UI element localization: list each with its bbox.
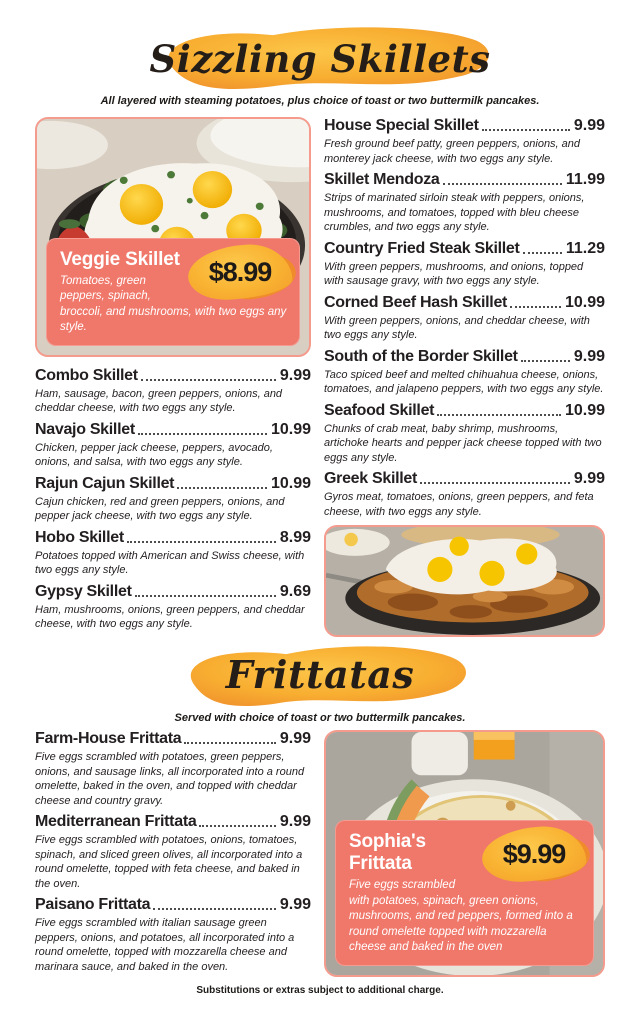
menu-item-mediterranean-frittata xyxy=(35,813,311,891)
item-price: 9.99 xyxy=(279,896,311,914)
veggie-skillet-price-blob xyxy=(188,245,292,299)
item-description: Gyros meat, tomatoes, onions, green peppers, and feta cheese, with two eggs any style. xyxy=(324,491,594,518)
item-price: 10.99 xyxy=(564,401,605,419)
veggie-skillet-description: Tomatoes, green peppers, spinach, broccoli, and mushrooms, with two eggs any style. xyxy=(60,274,287,334)
veggie-skillet-banner xyxy=(46,238,300,346)
dot-leader xyxy=(482,129,570,131)
item-price: 9.99 xyxy=(279,813,311,831)
frittatas-section-subtitle: Served with choice of toast or two buttermilk pancakes. xyxy=(174,712,466,724)
dot-leader xyxy=(199,825,275,827)
item-description: Ham, sausage, bacon, green peppers, onions, and cheddar cheese, with two eggs any style. xyxy=(35,387,283,415)
sophias-frittata-card xyxy=(324,730,605,977)
veggie-skillet-card xyxy=(35,117,311,357)
item-name: Seafood Skillet xyxy=(324,401,435,419)
dot-leader xyxy=(135,595,276,597)
item-description: Five eggs scrambled with italian sausage green peppers, onions, and potatoes, all incorporated into a round omelette, topped with mozzarella cheese and marinara sauce, and baked in the oven. xyxy=(35,917,295,973)
item-name: Combo Skillet xyxy=(35,366,138,384)
menu-item-farm-house-frittata xyxy=(35,730,311,808)
item-name: House Special Skillet xyxy=(324,117,479,134)
footer-disclaimer: Substitutions or extras subject to additional charge. xyxy=(196,985,444,996)
item-description: Potatoes topped with American and Swiss cheese, with two eggs any style. xyxy=(35,549,305,577)
sophias-frittata-description: Five eggs scrambled with potatoes, spinach, green onions, mushrooms, and red peppers, formed into a round omelette topped with mozzarella cheese and baked in the oven xyxy=(349,879,573,954)
veggie-skillet-price: $8.99 xyxy=(208,256,272,287)
skillets-section-subtitle: All layered with steaming potatoes, plus choice of toast or two buttermilk pancakes. xyxy=(100,95,540,107)
item-description: Fresh ground beef patty, green peppers, onions, and monterey jack cheese, with two eggs any style. xyxy=(324,138,581,165)
menu-item-seafood-skillet xyxy=(324,402,605,466)
item-name: Corned Beef Hash Skillet xyxy=(324,293,508,311)
skillets-section-title: Sizzling Skillets xyxy=(149,37,491,81)
dot-leader xyxy=(521,360,570,362)
item-description: Five eggs scrambled with potatoes, green peppers, onions, and sausage links, all incorporated into a round omelette, baked in the oven, and topped with cheddar cheese and country gravy. xyxy=(35,751,305,807)
item-price: 9.99 xyxy=(573,117,605,134)
veggie-skillet-name: Veggie Skillet xyxy=(60,248,180,270)
item-description: Taco spiced beef and melted chihuahua cheese, onions, tomatoes, and jalapeno peppers, with two eggs any style. xyxy=(324,368,604,396)
sophias-frittata-price: $9.99 xyxy=(502,839,566,870)
menu-item-country-fried-steak-skillet xyxy=(324,240,605,289)
item-description: With green peppers, onions, and cheddar cheese, with two eggs any style. xyxy=(324,314,590,342)
item-name: South of the Border Skillet xyxy=(324,347,518,365)
skillets-left-column xyxy=(35,117,311,637)
dot-leader xyxy=(138,433,267,435)
item-price: 11.29 xyxy=(565,239,605,257)
skillets-right-column xyxy=(324,117,605,637)
item-description: Ham, mushrooms, onions, green peppers, and cheddar cheese, with two eggs any style. xyxy=(35,603,305,631)
item-price: 9.99 xyxy=(279,730,311,747)
skillets-section-header xyxy=(35,26,605,107)
item-price: 10.99 xyxy=(270,420,311,438)
item-price: 11.99 xyxy=(565,171,605,189)
item-price: 8.99 xyxy=(279,528,311,546)
item-name: Navajo Skillet xyxy=(35,420,135,438)
menu-item-navajo-skillet xyxy=(35,421,311,470)
sophias-frittata-name: Sophia's Frittata xyxy=(349,831,426,875)
frittatas-columns xyxy=(35,730,605,977)
item-price: 9.99 xyxy=(279,366,311,384)
dot-leader xyxy=(437,414,561,416)
menu-item-hobo-skillet xyxy=(35,529,311,578)
menu-item-combo-skillet xyxy=(35,367,311,416)
dot-leader xyxy=(443,183,562,185)
item-price: 10.99 xyxy=(564,293,605,311)
item-name: Hobo Skillet xyxy=(35,528,124,546)
dot-leader xyxy=(177,487,267,489)
frittatas-title-blob xyxy=(170,645,470,709)
menu-item-rajun-cajun-skillet xyxy=(35,475,311,524)
item-description: Chicken, pepper jack cheese, peppers, avocado, onions, and salsa, with two eggs any style. xyxy=(35,441,273,469)
item-name: Farm-House Frittata xyxy=(35,730,182,747)
item-description: Five eggs scrambled with potatoes, onions, tomatoes, spinach, and sliced green olives, all incorporated into a round omelette, topped with feta cheese, and baked in the oven. xyxy=(35,834,303,890)
item-price: 9.99 xyxy=(573,347,605,365)
menu-item-south-of-the-border-skillet xyxy=(324,348,605,397)
menu-item-gypsy-skillet xyxy=(35,583,311,632)
menu-item-paisano-frittata xyxy=(35,896,311,974)
item-price: 9.69 xyxy=(279,582,311,600)
dot-leader xyxy=(141,379,276,381)
item-name: Rajun Cajun Skillet xyxy=(35,474,175,492)
hashbrown-skillet-card xyxy=(324,525,605,637)
item-name: Greek Skillet xyxy=(324,470,418,488)
item-price: 10.99 xyxy=(270,474,311,492)
dot-leader xyxy=(510,306,561,308)
menu-item-skillet-mendoza xyxy=(324,171,605,235)
menu-item-house-special-skillet xyxy=(324,117,605,166)
item-description: Cajun chicken, red and green peppers, onions, and pepper jack cheese, with two eggs any style. xyxy=(35,495,285,523)
menu-item-greek-skillet xyxy=(324,470,605,519)
item-description: Chunks of crab meat, baby shrimp, mushrooms, artichoke hearts and pepper jack cheese topped with two eggs any style. xyxy=(324,422,602,464)
item-name: Gypsy Skillet xyxy=(35,582,132,600)
dot-leader xyxy=(523,252,562,254)
item-name: Skillet Mendoza xyxy=(324,171,440,189)
menu-item-corned-beef-hash-skillet xyxy=(324,294,605,343)
sophias-frittata-price-blob xyxy=(482,827,586,881)
item-name: Mediterranean Frittata xyxy=(35,813,197,831)
frittatas-section-header xyxy=(35,645,605,724)
dot-leader xyxy=(184,742,276,744)
item-description: Strips of marinated sirloin steak with peppers, onions, mushrooms, and tomatoes, topped with bleu cheese crumbles, and two eggs any style. xyxy=(324,192,585,234)
skillets-title-blob xyxy=(144,26,496,92)
sophias-frittata-banner xyxy=(335,820,594,966)
item-name: Country Fried Steak Skillet xyxy=(324,239,520,257)
item-description: With green peppers, mushrooms, and onions, topped with sausage gravy, with two eggs any style. xyxy=(324,260,584,288)
item-price: 9.99 xyxy=(573,470,605,488)
frittatas-right-column xyxy=(324,730,605,977)
dot-leader xyxy=(420,482,570,484)
dot-leader xyxy=(127,541,276,543)
frittatas-left-column xyxy=(35,730,311,977)
item-name: Paisano Frittata xyxy=(35,896,151,914)
dot-leader xyxy=(153,908,276,910)
frittatas-section-title: Frittatas xyxy=(225,652,415,697)
hashbrown-skillet-photo xyxy=(326,527,603,635)
skillets-columns xyxy=(35,117,605,637)
